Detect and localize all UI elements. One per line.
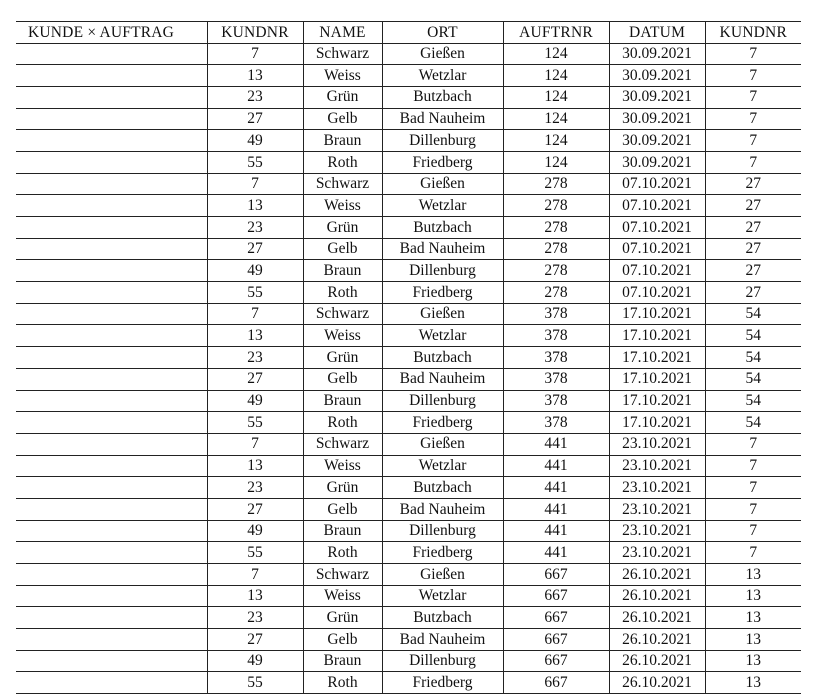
- cell-auftrnr: 124: [503, 86, 609, 108]
- table-row: [16, 585, 801, 607]
- cell-kundnr: 27: [207, 498, 303, 520]
- cell-name: Roth: [303, 282, 382, 304]
- cell-kundnr: 55: [207, 672, 303, 694]
- cell-kundnr-auftrag: 13: [705, 564, 801, 586]
- row-label-cell: [16, 477, 207, 499]
- cell-name: Weiss: [303, 195, 382, 217]
- cell-name: Schwarz: [303, 433, 382, 455]
- cell-kundnr-auftrag: 7: [705, 542, 801, 564]
- cell-kundnr-auftrag: 13: [705, 650, 801, 672]
- cell-kundnr-auftrag: 7: [705, 520, 801, 542]
- cell-ort: Wetzlar: [382, 455, 503, 477]
- cell-datum: 23.10.2021: [609, 433, 705, 455]
- cell-kundnr: 49: [207, 650, 303, 672]
- cell-name: Schwarz: [303, 303, 382, 325]
- table-row: [16, 390, 801, 412]
- table-row: [16, 564, 801, 586]
- table-row: [16, 282, 801, 304]
- row-label-cell: [16, 585, 207, 607]
- cell-kundnr-auftrag: 13: [705, 585, 801, 607]
- row-label-cell: [16, 130, 207, 152]
- cell-datum: 30.09.2021: [609, 130, 705, 152]
- cell-datum: 17.10.2021: [609, 347, 705, 369]
- cell-kundnr: 23: [207, 347, 303, 369]
- cell-name: Braun: [303, 650, 382, 672]
- cell-auftrnr: 667: [503, 629, 609, 651]
- cross-product-table: [16, 21, 801, 694]
- cell-kundnr: 13: [207, 585, 303, 607]
- row-label-cell: [16, 303, 207, 325]
- column-header-auftrnr: AUFTRNR: [503, 22, 609, 44]
- cell-ort: Butzbach: [382, 607, 503, 629]
- cell-datum: 23.10.2021: [609, 477, 705, 499]
- cell-kundnr: 49: [207, 130, 303, 152]
- row-label-cell: [16, 238, 207, 260]
- header-row: [16, 22, 801, 44]
- cell-auftrnr: 278: [503, 238, 609, 260]
- cell-kundnr-auftrag: 13: [705, 629, 801, 651]
- cell-auftrnr: 378: [503, 390, 609, 412]
- cell-name: Grün: [303, 217, 382, 239]
- cell-datum: 07.10.2021: [609, 195, 705, 217]
- cell-kundnr-auftrag: 54: [705, 325, 801, 347]
- cell-datum: 17.10.2021: [609, 303, 705, 325]
- table-row: [16, 520, 801, 542]
- table-row: [16, 303, 801, 325]
- cell-name: Braun: [303, 520, 382, 542]
- cell-kundnr-auftrag: 7: [705, 433, 801, 455]
- cell-auftrnr: 441: [503, 542, 609, 564]
- cell-datum: 07.10.2021: [609, 260, 705, 282]
- table-row: [16, 542, 801, 564]
- cell-datum: 26.10.2021: [609, 585, 705, 607]
- cell-name: Grün: [303, 607, 382, 629]
- cell-ort: Dillenburg: [382, 390, 503, 412]
- cell-kundnr: 49: [207, 520, 303, 542]
- cell-datum: 30.09.2021: [609, 108, 705, 130]
- cell-name: Gelb: [303, 368, 382, 390]
- row-label-cell: [16, 86, 207, 108]
- cell-ort: Bad Nauheim: [382, 368, 503, 390]
- cell-datum: 30.09.2021: [609, 86, 705, 108]
- table-row: [16, 86, 801, 108]
- cell-datum: 23.10.2021: [609, 455, 705, 477]
- cell-kundnr-auftrag: 27: [705, 217, 801, 239]
- cell-kundnr-auftrag: 7: [705, 65, 801, 87]
- cell-name: Grün: [303, 477, 382, 499]
- table-body: [16, 43, 801, 694]
- column-header-kundnr: KUNDNR: [207, 22, 303, 44]
- row-label-cell: [16, 282, 207, 304]
- cell-datum: 23.10.2021: [609, 542, 705, 564]
- cell-auftrnr: 441: [503, 433, 609, 455]
- cell-name: Grün: [303, 86, 382, 108]
- cell-kundnr: 7: [207, 43, 303, 65]
- cell-kundnr-auftrag: 7: [705, 477, 801, 499]
- row-label-cell: [16, 455, 207, 477]
- cell-ort: Butzbach: [382, 477, 503, 499]
- cell-auftrnr: 124: [503, 108, 609, 130]
- cell-ort: Friedberg: [382, 542, 503, 564]
- cell-ort: Butzbach: [382, 347, 503, 369]
- cell-auftrnr: 441: [503, 477, 609, 499]
- cell-datum: 07.10.2021: [609, 282, 705, 304]
- row-label-cell: [16, 498, 207, 520]
- cell-auftrnr: 441: [503, 498, 609, 520]
- row-label-cell: [16, 43, 207, 65]
- cell-auftrnr: 378: [503, 303, 609, 325]
- table-row: [16, 260, 801, 282]
- cell-name: Roth: [303, 542, 382, 564]
- cell-ort: Bad Nauheim: [382, 238, 503, 260]
- cell-auftrnr: 378: [503, 412, 609, 434]
- row-label-cell: [16, 672, 207, 694]
- cell-datum: 23.10.2021: [609, 520, 705, 542]
- column-header-kundnr-auftrag: KUNDNR: [705, 22, 801, 44]
- cell-datum: 07.10.2021: [609, 238, 705, 260]
- cell-datum: 30.09.2021: [609, 151, 705, 173]
- cell-kundnr: 55: [207, 282, 303, 304]
- cell-ort: Gießen: [382, 433, 503, 455]
- cell-ort: Gießen: [382, 173, 503, 195]
- row-label-cell: [16, 151, 207, 173]
- cell-kundnr-auftrag: 27: [705, 173, 801, 195]
- cell-datum: 26.10.2021: [609, 629, 705, 651]
- cell-kundnr-auftrag: 7: [705, 86, 801, 108]
- cell-ort: Wetzlar: [382, 195, 503, 217]
- cell-kundnr-auftrag: 54: [705, 412, 801, 434]
- cell-kundnr-auftrag: 27: [705, 238, 801, 260]
- cell-datum: 26.10.2021: [609, 607, 705, 629]
- cell-kundnr-auftrag: 27: [705, 282, 801, 304]
- row-label-cell: [16, 542, 207, 564]
- cell-datum: 26.10.2021: [609, 650, 705, 672]
- cell-auftrnr: 667: [503, 585, 609, 607]
- cell-datum: 07.10.2021: [609, 173, 705, 195]
- cell-name: Schwarz: [303, 43, 382, 65]
- cell-ort: Friedberg: [382, 412, 503, 434]
- cell-ort: Wetzlar: [382, 585, 503, 607]
- cell-datum: 17.10.2021: [609, 368, 705, 390]
- cell-kundnr: 13: [207, 455, 303, 477]
- row-label-cell: [16, 325, 207, 347]
- cell-kundnr-auftrag: 7: [705, 151, 801, 173]
- cell-name: Gelb: [303, 629, 382, 651]
- cell-auftrnr: 124: [503, 130, 609, 152]
- cell-datum: 17.10.2021: [609, 412, 705, 434]
- row-label-cell: [16, 433, 207, 455]
- table-row: [16, 650, 801, 672]
- table-row: [16, 238, 801, 260]
- table-row: [16, 108, 801, 130]
- cell-kundnr-auftrag: 13: [705, 607, 801, 629]
- cell-ort: Gießen: [382, 303, 503, 325]
- cell-name: Gelb: [303, 498, 382, 520]
- cell-kundnr: 55: [207, 151, 303, 173]
- cell-auftrnr: 278: [503, 260, 609, 282]
- cell-name: Gelb: [303, 108, 382, 130]
- relation-table-container: [16, 21, 801, 694]
- cell-kundnr: 49: [207, 390, 303, 412]
- cell-name: Weiss: [303, 455, 382, 477]
- cell-kundnr-auftrag: 54: [705, 303, 801, 325]
- cell-kundnr: 55: [207, 542, 303, 564]
- cell-ort: Butzbach: [382, 86, 503, 108]
- cell-ort: Friedberg: [382, 672, 503, 694]
- cell-kundnr-auftrag: 7: [705, 43, 801, 65]
- column-header-datum: DATUM: [609, 22, 705, 44]
- cell-kundnr: 23: [207, 477, 303, 499]
- cell-kundnr-auftrag: 7: [705, 108, 801, 130]
- row-label-cell: [16, 347, 207, 369]
- table-row: [16, 130, 801, 152]
- row-label-cell: [16, 173, 207, 195]
- cell-ort: Wetzlar: [382, 65, 503, 87]
- cell-name: Braun: [303, 130, 382, 152]
- cell-kundnr: 55: [207, 412, 303, 434]
- cell-kundnr-auftrag: 7: [705, 130, 801, 152]
- cell-auftrnr: 441: [503, 520, 609, 542]
- table-row: [16, 455, 801, 477]
- cell-kundnr: 7: [207, 433, 303, 455]
- cell-auftrnr: 378: [503, 325, 609, 347]
- row-label-cell: [16, 260, 207, 282]
- cell-auftrnr: 278: [503, 173, 609, 195]
- cell-ort: Dillenburg: [382, 650, 503, 672]
- cell-kundnr: 7: [207, 173, 303, 195]
- cell-kundnr: 23: [207, 607, 303, 629]
- table-row: [16, 347, 801, 369]
- row-label-cell: [16, 412, 207, 434]
- row-label-cell: [16, 390, 207, 412]
- cell-name: Roth: [303, 151, 382, 173]
- cell-ort: Wetzlar: [382, 325, 503, 347]
- cell-auftrnr: 667: [503, 672, 609, 694]
- cell-auftrnr: 441: [503, 455, 609, 477]
- cell-name: Weiss: [303, 325, 382, 347]
- cell-kundnr-auftrag: 27: [705, 195, 801, 217]
- cell-name: Grün: [303, 347, 382, 369]
- row-label-cell: [16, 564, 207, 586]
- cell-auftrnr: 278: [503, 282, 609, 304]
- table-row: [16, 195, 801, 217]
- cell-kundnr-auftrag: 54: [705, 390, 801, 412]
- row-label-cell: [16, 607, 207, 629]
- cell-kundnr: 7: [207, 564, 303, 586]
- column-header-ort: ORT: [382, 22, 503, 44]
- cell-name: Schwarz: [303, 564, 382, 586]
- cell-ort: Dillenburg: [382, 130, 503, 152]
- table-row: [16, 477, 801, 499]
- table-row: [16, 43, 801, 65]
- cell-name: Roth: [303, 672, 382, 694]
- cell-auftrnr: 124: [503, 151, 609, 173]
- row-label-cell: [16, 108, 207, 130]
- cell-kundnr: 27: [207, 108, 303, 130]
- table-row: [16, 151, 801, 173]
- table-row: [16, 368, 801, 390]
- cell-kundnr: 27: [207, 629, 303, 651]
- cell-ort: Butzbach: [382, 217, 503, 239]
- cell-name: Gelb: [303, 238, 382, 260]
- cell-auftrnr: 667: [503, 607, 609, 629]
- cell-name: Braun: [303, 260, 382, 282]
- table-row: [16, 173, 801, 195]
- cell-kundnr-auftrag: 54: [705, 347, 801, 369]
- cell-ort: Gießen: [382, 564, 503, 586]
- cell-kundnr-auftrag: 7: [705, 455, 801, 477]
- row-label-cell: [16, 629, 207, 651]
- cell-kundnr-auftrag: 54: [705, 368, 801, 390]
- row-label-cell: [16, 650, 207, 672]
- column-header-name: NAME: [303, 22, 382, 44]
- cell-datum: 17.10.2021: [609, 390, 705, 412]
- cell-name: Roth: [303, 412, 382, 434]
- cell-datum: 26.10.2021: [609, 672, 705, 694]
- table-caption-cell: KUNDE × AUFTRAG: [16, 22, 207, 44]
- table-row: [16, 433, 801, 455]
- cell-ort: Friedberg: [382, 151, 503, 173]
- cell-datum: 07.10.2021: [609, 217, 705, 239]
- cell-ort: Gießen: [382, 43, 503, 65]
- cell-datum: 30.09.2021: [609, 43, 705, 65]
- cell-auftrnr: 667: [503, 564, 609, 586]
- cell-kundnr: 23: [207, 86, 303, 108]
- table-row: [16, 65, 801, 87]
- cell-ort: Bad Nauheim: [382, 108, 503, 130]
- table-row: [16, 629, 801, 651]
- row-label-cell: [16, 368, 207, 390]
- row-label-cell: [16, 217, 207, 239]
- cell-auftrnr: 278: [503, 217, 609, 239]
- table-row: [16, 217, 801, 239]
- table-row: [16, 672, 801, 694]
- row-label-cell: [16, 65, 207, 87]
- cell-name: Braun: [303, 390, 382, 412]
- row-label-cell: [16, 520, 207, 542]
- cell-kundnr: 13: [207, 325, 303, 347]
- cell-ort: Dillenburg: [382, 260, 503, 282]
- cell-kundnr: 13: [207, 195, 303, 217]
- table-row: [16, 498, 801, 520]
- cell-datum: 26.10.2021: [609, 564, 705, 586]
- cell-name: Schwarz: [303, 173, 382, 195]
- cell-kundnr: 49: [207, 260, 303, 282]
- cell-name: Weiss: [303, 65, 382, 87]
- cell-auftrnr: 124: [503, 65, 609, 87]
- row-label-cell: [16, 195, 207, 217]
- table-row: [16, 607, 801, 629]
- cell-datum: 23.10.2021: [609, 498, 705, 520]
- cell-datum: 30.09.2021: [609, 65, 705, 87]
- table-row: [16, 325, 801, 347]
- cell-kundnr-auftrag: 27: [705, 260, 801, 282]
- cell-auftrnr: 667: [503, 650, 609, 672]
- cell-auftrnr: 378: [503, 368, 609, 390]
- cell-kundnr: 7: [207, 303, 303, 325]
- cell-datum: 17.10.2021: [609, 325, 705, 347]
- cell-ort: Friedberg: [382, 282, 503, 304]
- cell-auftrnr: 378: [503, 347, 609, 369]
- cell-ort: Bad Nauheim: [382, 498, 503, 520]
- cell-kundnr: 27: [207, 368, 303, 390]
- cell-name: Weiss: [303, 585, 382, 607]
- cell-kundnr: 13: [207, 65, 303, 87]
- cell-kundnr: 27: [207, 238, 303, 260]
- cell-ort: Bad Nauheim: [382, 629, 503, 651]
- cell-kundnr-auftrag: 13: [705, 672, 801, 694]
- cell-auftrnr: 124: [503, 43, 609, 65]
- cell-ort: Dillenburg: [382, 520, 503, 542]
- table-row: [16, 412, 801, 434]
- cell-kundnr-auftrag: 7: [705, 498, 801, 520]
- cell-kundnr: 23: [207, 217, 303, 239]
- cell-auftrnr: 278: [503, 195, 609, 217]
